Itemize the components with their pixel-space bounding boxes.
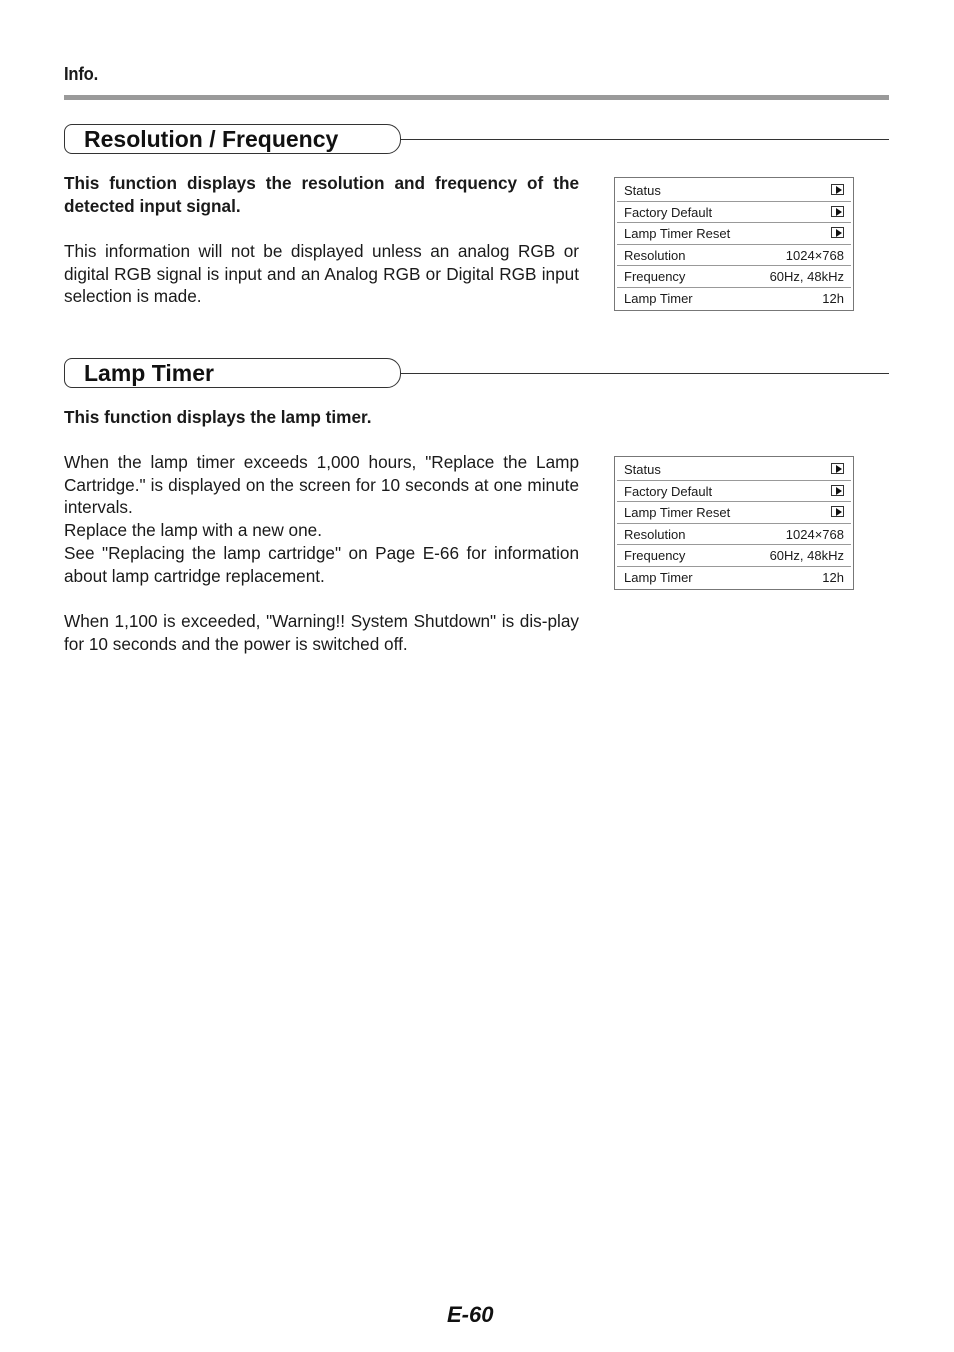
menu-row-factory-default[interactable] xyxy=(617,481,851,503)
header-rule xyxy=(64,95,889,100)
menu-value: 60Hz, 48kHz xyxy=(769,548,844,563)
menu-label: Factory Default xyxy=(624,483,713,499)
menu-label: Factory Default xyxy=(624,204,713,220)
menu-row-lamp-timer xyxy=(617,288,851,310)
section-body xyxy=(64,451,579,655)
right-arrow-icon[interactable] xyxy=(831,206,844,217)
menu-row-resolution xyxy=(617,245,851,267)
menu-row-frequency xyxy=(617,266,851,288)
section-title: Lamp Timer xyxy=(84,360,214,386)
menu-label: Lamp Timer Reset xyxy=(624,226,731,241)
body-paragraph: This information will not be displayed unless an analog RGB or digital RGB signal is input and an Analog RGB or Digital RGB input selection is made. xyxy=(64,241,579,307)
heading-line xyxy=(401,139,889,140)
menu-row-frequency xyxy=(617,545,851,567)
menu-row-status[interactable] xyxy=(617,459,851,481)
menu-value: 1024×768 xyxy=(785,247,844,263)
heading-line xyxy=(401,373,889,374)
menu-value: 12h xyxy=(822,569,844,585)
page-number: E-60 xyxy=(447,1302,494,1327)
right-arrow-icon[interactable] xyxy=(831,485,844,496)
heading-tab xyxy=(64,124,401,154)
body-paragraph: Replace the lamp with a new one. xyxy=(64,520,322,541)
menu-value: 1024×768 xyxy=(785,526,844,542)
menu-row-lamp-timer-reset[interactable] xyxy=(617,223,851,245)
body-paragraph: When 1,100 is exceeded, "Warning!! System Shutdown" is dis-play for 10 seconds and the power is switched off. xyxy=(64,610,579,654)
menu-row-status[interactable] xyxy=(617,180,851,202)
menu-label: Status xyxy=(624,183,661,198)
right-arrow-icon[interactable] xyxy=(831,463,844,474)
section-body xyxy=(64,240,579,308)
menu-label: Lamp Timer xyxy=(624,569,693,585)
menu-label: Resolution xyxy=(624,247,686,263)
body-paragraph: See "Replacing the lamp cartridge" on Page E-66 for information about lamp cartridge replacement. xyxy=(64,542,579,586)
info-menu-panel xyxy=(614,456,854,590)
section-title: Resolution / Frequency xyxy=(84,126,339,152)
right-arrow-icon[interactable] xyxy=(831,227,844,238)
menu-label: Lamp Timer xyxy=(624,290,693,306)
menu-value: 12h xyxy=(822,290,844,306)
right-arrow-icon[interactable] xyxy=(831,184,844,195)
menu-label: Frequency xyxy=(624,269,686,284)
menu-label: Frequency xyxy=(624,548,686,563)
info-menu-panel xyxy=(614,177,854,311)
body-paragraph: When the lamp timer exceeds 1,000 hours, "Replace the Lamp Cartridge." is displayed on the screen for 10 seconds at one minute intervals. xyxy=(64,452,579,518)
section-heading-lamp-timer xyxy=(64,358,889,392)
section-heading-resolution xyxy=(64,124,889,158)
menu-row-lamp-timer xyxy=(617,567,851,589)
right-arrow-icon[interactable] xyxy=(831,506,844,517)
menu-label: Status xyxy=(624,462,661,477)
menu-label: Resolution xyxy=(624,526,686,542)
menu-row-resolution xyxy=(617,524,851,546)
menu-value: 60Hz, 48kHz xyxy=(769,269,844,284)
section-intro: This function displays the resolution and frequency of the detected input signal. xyxy=(64,173,579,216)
section-intro: This function displays the lamp timer. xyxy=(64,407,372,427)
section-label: Info. xyxy=(64,64,99,84)
menu-label: Lamp Timer Reset xyxy=(624,505,731,520)
menu-row-lamp-timer-reset[interactable] xyxy=(617,502,851,524)
heading-tab xyxy=(64,358,401,388)
menu-row-factory-default[interactable] xyxy=(617,202,851,224)
